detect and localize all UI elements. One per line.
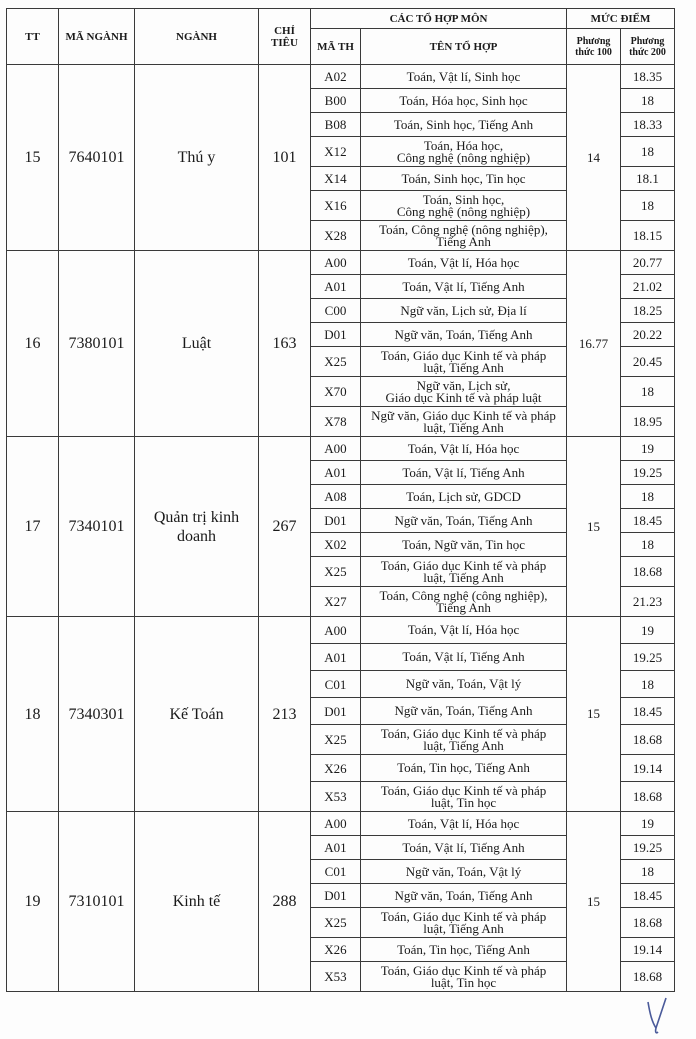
cell-ten-to-hop: Toán, Vật lí, Hóa học [361, 617, 567, 644]
cell-pt200: 18.25 [621, 299, 675, 323]
group-ma-nganh: 7380101 [59, 251, 135, 437]
cell-ma-th: D01 [311, 323, 361, 347]
table-body [7, 65, 675, 992]
cell-ma-th: X14 [311, 167, 361, 191]
cell-pt200: 18 [621, 860, 675, 884]
header-cac-to-hop: CÁC TỔ HỢP MÔN [311, 9, 567, 29]
cell-ten-to-hop: Toán, Sinh học, Tin học [361, 167, 567, 191]
cell-pt200: 19.14 [621, 938, 675, 962]
cell-ten-to-hop: Toán, Ngữ văn, Tin học [361, 533, 567, 557]
cell-pt200: 20.77 [621, 251, 675, 275]
cell-ten-to-hop: Toán, Vật lí, Tiếng Anh [361, 275, 567, 299]
cell-ten-to-hop: Toán, Vật lí, Sinh học [361, 65, 567, 89]
cell-ma-th: X02 [311, 533, 361, 557]
signature-mark [642, 992, 672, 1036]
cell-pt200: 18.45 [621, 884, 675, 908]
cell-ten-to-hop: Toán, Sinh học, Tiếng Anh [361, 113, 567, 137]
cell-ten-to-hop: Toán, Giáo dục Kinh tế và pháp luật, Tiếng Anh [361, 908, 567, 938]
cell-pt200: 19 [621, 617, 675, 644]
cell-pt200: 19.14 [621, 755, 675, 782]
cell-pt100: 15 [567, 812, 621, 992]
cell-pt200: 18 [621, 533, 675, 557]
cell-ma-th: A00 [311, 617, 361, 644]
cell-ten-to-hop: Toán, Công nghệ (công nghiệp), Tiếng Anh [361, 587, 567, 617]
header-pt100: Phương thức 100 [567, 29, 621, 65]
cell-pt200: 18.45 [621, 698, 675, 725]
cell-ma-th: A01 [311, 836, 361, 860]
table-row [7, 437, 675, 461]
cell-ma-th: A08 [311, 485, 361, 509]
cell-ten-to-hop: Toán, Vật lí, Hóa học [361, 251, 567, 275]
cell-ma-th: X16 [311, 191, 361, 221]
cell-pt200: 19.25 [621, 461, 675, 485]
header-ma-nganh: MÃ NGÀNH [59, 9, 135, 65]
cell-ten-to-hop: Toán, Giáo dục Kinh tế và pháp luật, Tiếng Anh [361, 347, 567, 377]
cell-ma-th: D01 [311, 698, 361, 725]
cell-ma-th: X12 [311, 137, 361, 167]
cell-pt200: 18.68 [621, 557, 675, 587]
cell-pt200: 18.68 [621, 962, 675, 992]
header-muc-diem: MỨC ĐIỂM [567, 9, 675, 29]
cell-ma-th: X25 [311, 908, 361, 938]
cell-ten-to-hop: Ngữ văn, Toán, Vật lý [361, 671, 567, 698]
cell-ten-to-hop: Toán, Hóa học, Sinh học [361, 89, 567, 113]
cell-ten-to-hop: Toán, Lịch sử, GDCD [361, 485, 567, 509]
cell-ten-to-hop: Toán, Tin học, Tiếng Anh [361, 755, 567, 782]
cell-ten-to-hop: Toán, Giáo dục Kinh tế và pháp luật, Tin học [361, 782, 567, 812]
cell-ma-th: D01 [311, 509, 361, 533]
group-tt: 17 [7, 437, 59, 617]
cell-ma-th: A00 [311, 437, 361, 461]
cell-pt200: 18 [621, 377, 675, 407]
cell-ten-to-hop: Toán, Sinh học, Công nghệ (nông nghiệp) [361, 191, 567, 221]
group-tt: 19 [7, 812, 59, 992]
cell-pt200: 19 [621, 437, 675, 461]
table-row [7, 65, 675, 89]
group-ma-nganh: 7640101 [59, 65, 135, 251]
cell-ma-th: A02 [311, 65, 361, 89]
cell-pt100: 14 [567, 65, 621, 251]
cell-ma-th: D01 [311, 884, 361, 908]
group-chi-tieu: 267 [259, 437, 311, 617]
header-ma-th: MÃ TH [311, 29, 361, 65]
cell-ma-th: X26 [311, 938, 361, 962]
cell-ten-to-hop: Toán, Vật lí, Hóa học [361, 437, 567, 461]
admission-score-table [6, 8, 675, 992]
cell-pt200: 19.25 [621, 836, 675, 860]
header-pt200: Phương thức 200 [621, 29, 675, 65]
cell-pt200: 20.22 [621, 323, 675, 347]
cell-ten-to-hop: Toán, Vật lí, Tiếng Anh [361, 461, 567, 485]
cell-ma-th: X78 [311, 407, 361, 437]
cell-pt200: 20.45 [621, 347, 675, 377]
header-nganh: NGÀNH [135, 9, 259, 65]
cell-ten-to-hop: Ngữ văn, Toán, Tiếng Anh [361, 698, 567, 725]
header-tt: TT [7, 9, 59, 65]
cell-ten-to-hop: Toán, Giáo dục Kinh tế và pháp luật, Tiếng Anh [361, 725, 567, 755]
cell-ten-to-hop: Ngữ văn, Giáo dục Kinh tế và pháp luật, Tiếng Anh [361, 407, 567, 437]
cell-ma-th: C01 [311, 860, 361, 884]
cell-ten-to-hop: Toán, Vật lí, Hóa học [361, 812, 567, 836]
group-ma-nganh: 7310101 [59, 812, 135, 992]
cell-pt200: 18 [621, 191, 675, 221]
table-row [7, 812, 675, 836]
cell-ma-th: A01 [311, 275, 361, 299]
cell-ten-to-hop: Toán, Giáo dục Kinh tế và pháp luật, Tiếng Anh [361, 557, 567, 587]
group-tt: 16 [7, 251, 59, 437]
group-nganh: Kế Toán [135, 617, 259, 812]
cell-pt200: 18.45 [621, 509, 675, 533]
group-nganh: Kinh tế [135, 812, 259, 992]
cell-pt100: 15 [567, 617, 621, 812]
group-nganh: Thú y [135, 65, 259, 251]
group-nganh: Quản trị kinh doanh [135, 437, 259, 617]
cell-pt100: 16.77 [567, 251, 621, 437]
cell-pt200: 19.25 [621, 644, 675, 671]
cell-ten-to-hop: Toán, Tin học, Tiếng Anh [361, 938, 567, 962]
cell-pt200: 18 [621, 485, 675, 509]
cell-ten-to-hop: Toán, Giáo dục Kinh tế và pháp luật, Tin học [361, 962, 567, 992]
cell-ten-to-hop: Ngữ văn, Lịch sử, Địa lí [361, 299, 567, 323]
cell-ten-to-hop: Toán, Vật lí, Tiếng Anh [361, 644, 567, 671]
cell-ma-th: A00 [311, 251, 361, 275]
group-chi-tieu: 213 [259, 617, 311, 812]
cell-ma-th: X28 [311, 221, 361, 251]
cell-ma-th: A00 [311, 812, 361, 836]
cell-pt200: 18.68 [621, 782, 675, 812]
cell-pt200: 21.02 [621, 275, 675, 299]
cell-ma-th: X70 [311, 377, 361, 407]
cell-pt200: 18.15 [621, 221, 675, 251]
group-chi-tieu: 163 [259, 251, 311, 437]
group-tt: 15 [7, 65, 59, 251]
cell-ten-to-hop: Ngữ văn, Lịch sử, Giáo dục Kinh tế và pháp luật [361, 377, 567, 407]
header-ten-to-hop: TÊN TỔ HỢP [361, 29, 567, 65]
cell-pt100: 15 [567, 437, 621, 617]
header-chi-tieu: CHỈ TIÊU [259, 9, 311, 65]
table-row [7, 617, 675, 644]
cell-pt200: 18.1 [621, 167, 675, 191]
group-ma-nganh: 7340301 [59, 617, 135, 812]
cell-ten-to-hop: Toán, Công nghệ (nông nghiệp), Tiếng Anh [361, 221, 567, 251]
cell-pt200: 18.68 [621, 908, 675, 938]
cell-pt200: 18.95 [621, 407, 675, 437]
cell-pt200: 18.68 [621, 725, 675, 755]
cell-ma-th: X25 [311, 347, 361, 377]
cell-ten-to-hop: Toán, Vật lí, Tiếng Anh [361, 836, 567, 860]
cell-pt200: 18.33 [621, 113, 675, 137]
cell-ma-th: X27 [311, 587, 361, 617]
cell-pt200: 21.23 [621, 587, 675, 617]
cell-ma-th: B00 [311, 89, 361, 113]
cell-ma-th: A01 [311, 644, 361, 671]
cell-ten-to-hop: Ngữ văn, Toán, Tiếng Anh [361, 509, 567, 533]
cell-ma-th: X53 [311, 782, 361, 812]
cell-ten-to-hop: Ngữ văn, Toán, Tiếng Anh [361, 323, 567, 347]
cell-ten-to-hop: Toán, Hóa học, Công nghệ (nông nghiệp) [361, 137, 567, 167]
group-nganh: Luật [135, 251, 259, 437]
table-header [7, 9, 675, 65]
table-row [7, 251, 675, 275]
cell-ma-th: X25 [311, 725, 361, 755]
cell-pt200: 18.35 [621, 65, 675, 89]
cell-ma-th: C00 [311, 299, 361, 323]
cell-ma-th: C01 [311, 671, 361, 698]
cell-pt200: 18 [621, 89, 675, 113]
cell-ma-th: B08 [311, 113, 361, 137]
group-ma-nganh: 7340101 [59, 437, 135, 617]
cell-ten-to-hop: Ngữ văn, Toán, Tiếng Anh [361, 884, 567, 908]
cell-pt200: 18 [621, 137, 675, 167]
cell-ma-th: X26 [311, 755, 361, 782]
group-chi-tieu: 288 [259, 812, 311, 992]
cell-pt200: 18 [621, 671, 675, 698]
cell-ma-th: X25 [311, 557, 361, 587]
cell-ma-th: X53 [311, 962, 361, 992]
cell-pt200: 19 [621, 812, 675, 836]
cell-ma-th: A01 [311, 461, 361, 485]
group-chi-tieu: 101 [259, 65, 311, 251]
group-tt: 18 [7, 617, 59, 812]
cell-ten-to-hop: Ngữ văn, Toán, Vật lý [361, 860, 567, 884]
